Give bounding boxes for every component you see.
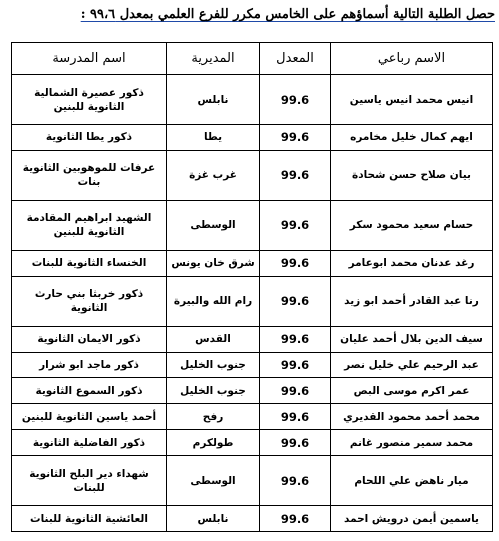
page-heading: حصل الطلبة التالية أسماؤهم على الخامس مكرر للفرع العلمي بمعدل ٩٩،٦ : [80, 7, 495, 22]
table-row [12, 404, 493, 430]
cell-average: 99.6 [260, 200, 331, 250]
cell-average: 99.6 [260, 276, 331, 326]
cell-name: سيف الدين بلال أحمد عليان [331, 326, 493, 352]
table-row [12, 276, 493, 326]
table-row [12, 200, 493, 250]
table-row [12, 75, 493, 125]
cell-directorate: نابلس [167, 506, 260, 532]
cell-average: 99.6 [260, 250, 331, 276]
table-row [12, 378, 493, 404]
cell-school: ذكور ماجد ابو شرار [12, 352, 167, 378]
cell-school: ذكور خربثا بني حارث الثانوية [12, 276, 167, 326]
table-row [12, 125, 493, 151]
table-row [12, 326, 493, 352]
cell-directorate: رفح [167, 404, 260, 430]
cell-average: 99.6 [260, 352, 331, 378]
cell-name: ياسمين أيمن درويش احمد [331, 506, 493, 532]
cell-name: ميار ناهض علي اللحام [331, 456, 493, 506]
cell-school: عرفات للموهوبين الثانوية بنات [12, 150, 167, 200]
cell-directorate: الوسطى [167, 456, 260, 506]
cell-school: ذكور يطا الثانوية [12, 125, 167, 151]
cell-average: 99.6 [260, 125, 331, 151]
table-row [12, 150, 493, 200]
table-row [12, 430, 493, 456]
cell-directorate: الوسطى [167, 200, 260, 250]
cell-directorate: جنوب الخليل [167, 378, 260, 404]
cell-school: الشهيد ابراهيم المقادمة الثانوية للبنين [12, 200, 167, 250]
cell-directorate: يطا [167, 125, 260, 151]
cell-directorate: طولكرم [167, 430, 260, 456]
cell-name: ايهم كمال خليل مخامره [331, 125, 493, 151]
cell-directorate: شرق خان يونس [167, 250, 260, 276]
cell-directorate: غرب غزة [167, 150, 260, 200]
cell-school: ذكور الفاضلية الثانوية [12, 430, 167, 456]
cell-average: 99.6 [260, 378, 331, 404]
header-school: اسم المدرسة [12, 43, 167, 75]
cell-directorate: القدس [167, 326, 260, 352]
cell-school: شهداء دير البلح الثانوية للبنات [12, 456, 167, 506]
table-row [12, 352, 493, 378]
cell-name: حسام سعيد محمود سكر [331, 200, 493, 250]
cell-school: ذكور الايمان الثانوية [12, 326, 167, 352]
results-table [11, 42, 493, 532]
cell-average: 99.6 [260, 430, 331, 456]
cell-school: أحمد ياسين الثانوية للبنين [12, 404, 167, 430]
cell-average: 99.6 [260, 75, 331, 125]
cell-directorate: جنوب الخليل [167, 352, 260, 378]
cell-school: ذكور السموع الثانوية [12, 378, 167, 404]
header-name: الاسم رباعي [331, 43, 493, 75]
table-row [12, 250, 493, 276]
cell-average: 99.6 [260, 506, 331, 532]
cell-name: بيان صلاح حسن شحادة [331, 150, 493, 200]
cell-name: عمر اكرم موسى البص [331, 378, 493, 404]
cell-name: انيس محمد انيس ياسين [331, 75, 493, 125]
table-header-row [12, 43, 493, 75]
cell-name: رغد عدنان محمد ابوعامر [331, 250, 493, 276]
cell-name: رنا عبد القادر أحمد ابو زيد [331, 276, 493, 326]
cell-school: الخنساء الثانوية للبنات [12, 250, 167, 276]
cell-school: ذكور عصيرة الشمالية الثانوية للبنين [12, 75, 167, 125]
cell-directorate: رام الله والبيرة [167, 276, 260, 326]
cell-average: 99.6 [260, 456, 331, 506]
cell-average: 99.6 [260, 326, 331, 352]
table-row [12, 456, 493, 506]
cell-average: 99.6 [260, 150, 331, 200]
cell-directorate: نابلس [167, 75, 260, 125]
cell-school: العائشية الثانوية للبنات [12, 506, 167, 532]
cell-name: عبد الرحيم علي خليل نصر [331, 352, 493, 378]
header-directorate: المديرية [167, 43, 260, 75]
cell-name: محمد سمير منصور غانم [331, 430, 493, 456]
cell-average: 99.6 [260, 404, 331, 430]
table-row [12, 506, 493, 532]
cell-name: محمد أحمد محمود القديري [331, 404, 493, 430]
header-average: المعدل [260, 43, 331, 75]
